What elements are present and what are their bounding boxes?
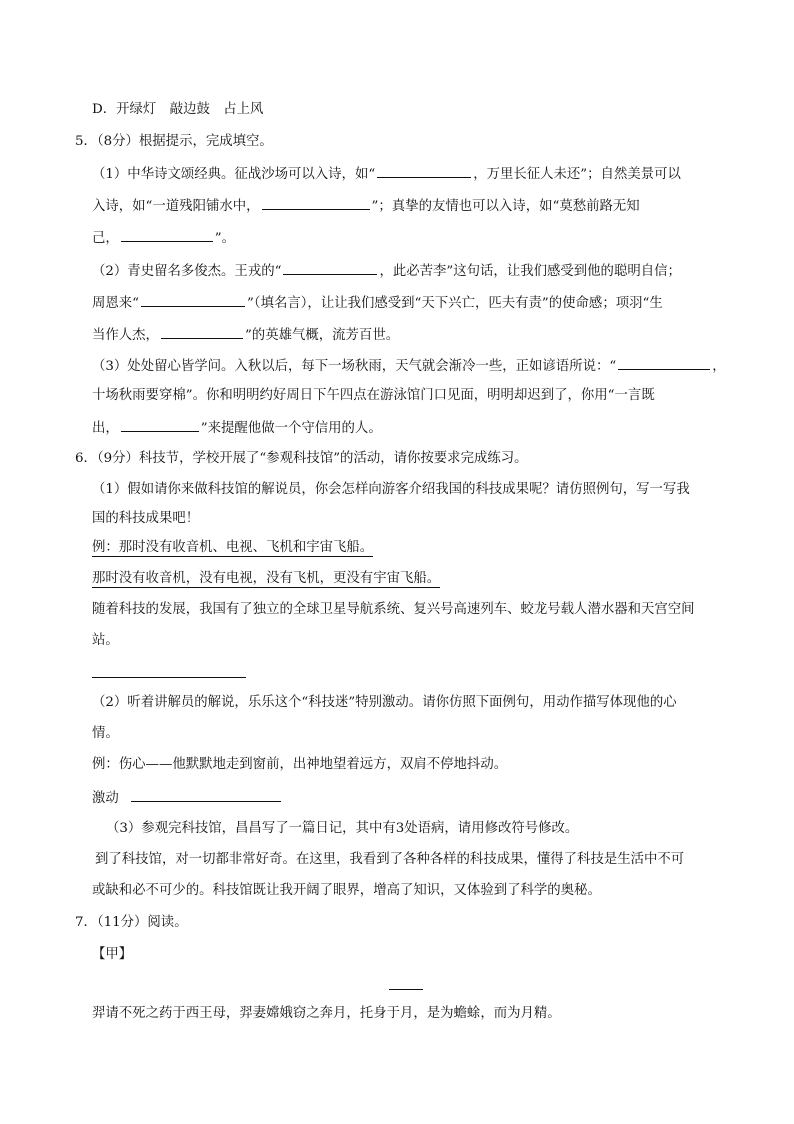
q5-p3-blank-1[interactable]: [618, 356, 710, 370]
q5-p3-blank-2[interactable]: [121, 418, 199, 432]
q5-p2-text: ”的英雄气概，流芳百世。: [244, 328, 400, 343]
q6-p2-answer-row: [92, 788, 283, 808]
q6-p1-line6: 站。: [92, 633, 119, 648]
q5-p1-text: ”。: [214, 231, 236, 246]
q6-p1-answer-line[interactable]: [92, 677, 246, 678]
q6-p2-label: 激动: [92, 791, 119, 806]
q5-p2-blank-3[interactable]: [161, 325, 243, 339]
q7-title-blank[interactable]: [389, 989, 423, 990]
q5-p2-text: 周恩来“: [92, 296, 140, 311]
q5-p1-text: 入诗，如“一道残阳铺水中，: [92, 199, 260, 214]
q5-p3-text: ，: [712, 359, 726, 374]
q6-p1-example-2: [92, 570, 440, 588]
q6-p1-line5: 随着科技的发展，我国有了独立的全球卫星导航系统、复兴号高速列车、蛟龙号载人潜水器和天宫空间: [92, 602, 695, 617]
q5-p1-blank-1[interactable]: [377, 164, 471, 178]
q6-p1-line1: （1）假如请你来做科技馆的解说员，你会怎样向游客介绍我国的科技成果呢？请仿照例句，写一写我: [92, 482, 690, 497]
q5-p1-text: （1）中华诗文颂经典。征战沙场可以入诗，如“: [92, 167, 376, 182]
q7-header: 7．（11分）阅读。: [75, 915, 188, 930]
q6-p1-example-2-text: 那时没有收音机，没有电视，没有飞机，更没有宇宙飞船。: [92, 571, 441, 586]
q7-section-label: 【甲】: [92, 947, 133, 962]
q6-p1-line2: 国的科技成果吧！: [92, 511, 200, 526]
q6-p2-example: 例：伤心——他默默地走到窗前，出神地望着远方，双肩不停地抖动。: [92, 757, 508, 772]
q5-p1-text: ”；真挚的友情也可以入诗，如“莫愁前路无知: [371, 199, 640, 214]
q5-p2-line3: [92, 325, 399, 345]
q6-p3-line2: 到了科技馆，对一切都非常好奇。在这里，我看到了各种各样的科技成果，懂得了科技是生活中不可: [95, 852, 685, 867]
q5-p1-blank-3[interactable]: [121, 228, 213, 242]
q5-p1-line1: [92, 164, 681, 184]
q5-p1-line3: [92, 228, 235, 248]
q7-text: 羿请不死之药于西王母，羿妻嫦娥窃之奔月，托身于月，是为蟾蜍，而为月精。: [92, 1006, 561, 1021]
q5-p2-text: （2）青史留名多俊杰。王戎的“: [92, 264, 282, 279]
q5-p2-line1: [92, 261, 681, 281]
q5-p1-text: 己，: [92, 231, 119, 246]
q6-p3-line1: （3）参观完科技馆，昌昌写了一篇日记，其中有3处语病，请用修改符号修改。: [106, 821, 579, 836]
q4-option-d: D．开绿灯 敲边鼓 占上风: [92, 102, 264, 117]
q6-p2-line1: （2）听着讲解员的解说，乐乐这个“科技迷”特别激动。请你仿照下面例句，用动作描写体现他的心: [92, 695, 677, 710]
q5-p2-blank-2[interactable]: [141, 293, 245, 307]
q5-p3-line3: [92, 418, 382, 438]
q6-p1-example-1: [92, 539, 373, 557]
q6-header: 6．（9分）科技节，学校开展了“参观科技馆”的活动，请你按要求完成练习。: [75, 451, 528, 466]
q5-p1-blank-2[interactable]: [262, 196, 370, 210]
q5-header: 5．（8分）根据提示，完成填空。: [75, 134, 273, 149]
q5-p3-text: ”来提醒他做一个守信用的人。: [200, 421, 382, 436]
q6-p3-line3: 或缺和必不可少的。科技馆既让我开阔了眼界，增高了知识，又体验到了科学的奥秘。: [92, 883, 601, 898]
q6-p2-answer-line[interactable]: [131, 788, 281, 802]
q5-p3-line1: [92, 356, 726, 376]
q6-p1-example-1-text: 例：那时没有收音机、电视、飞机和宇宙飞船。: [92, 540, 374, 555]
q5-p2-text: 当作人杰，: [92, 328, 159, 343]
q5-p2-text: ”（填名言），让让我们感受到“天下兴亡，匹夫有责”的使命感；项羽“生: [247, 296, 663, 311]
q5-p2-line2: [92, 293, 663, 313]
q5-p1-line2: [92, 196, 640, 216]
q5-p2-blank-1[interactable]: [283, 261, 377, 275]
q5-p2-text: ，此必苦李”这句话，让我们感受到他的聪明自信；: [379, 264, 681, 279]
q5-p3-text: （3）处处留心皆学问。入秋以后，每下一场秋雨，天气就会渐冷一些，正如谚语所说：“: [92, 359, 617, 374]
q5-p3-line2: 十场秋雨要穿棉”。你和明明约好周日下午四点在游泳馆门口见面，明明却迟到了，你用“一言既: [92, 388, 655, 403]
q6-p2-line2: 情。: [92, 726, 119, 741]
q5-p1-text: ，万里长征人未还”；自然美景可以: [473, 167, 681, 182]
q5-p3-text: 出，: [92, 421, 119, 436]
